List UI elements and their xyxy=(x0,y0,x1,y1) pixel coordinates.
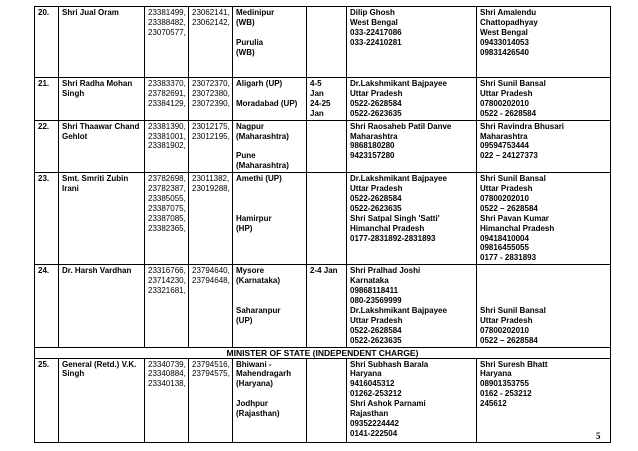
visit-dates: 4-5 Jan 24-25 Jan xyxy=(307,78,347,121)
constituency: Nagpur (Maharashtra) Pune (Maharashtra) xyxy=(233,120,307,173)
state-contact: Shri Suresh Bhatt Haryana 08901353755 0162 - 253212 245612 xyxy=(477,358,611,442)
minister-name: General (Retd.) V.K. Singh xyxy=(59,358,145,442)
host-contact: Shri Raosaheb Patil Danve Maharashtra 9868180280 9423157280 xyxy=(347,120,477,173)
phone-numbers-2: 23794516, 23794575, xyxy=(189,358,233,442)
table-row xyxy=(35,120,611,173)
serial-number: 23. xyxy=(35,173,59,265)
table-row xyxy=(35,78,611,121)
constituency: Aligarh (UP) Moradabad (UP) xyxy=(233,78,307,121)
phone-numbers-2: 23011382, 23019288, xyxy=(189,173,233,265)
host-contact: Dr.Lakshmikant Bajpayee Uttar Pradesh 0522-2628584 0522-2623635 xyxy=(347,78,477,121)
host-contact: Shri Pralhad Joshi Karnataka 09868118411 080-23569999 Dr.Lakshmikant Bajpayee Uttar Pradesh 0522-2628584 0522-2623635 xyxy=(347,265,477,347)
ministers-contact-table xyxy=(34,6,611,443)
serial-number: 20. xyxy=(35,7,59,78)
table-row xyxy=(35,7,611,78)
visit-dates xyxy=(307,120,347,173)
state-contact: Shri Sunil Bansal Uttar Pradesh 07800202010 0522 - 2628584 xyxy=(477,78,611,121)
phone-numbers-1: 23381499, 23388482, 23070577, xyxy=(145,7,189,78)
phone-numbers-2: 23062141, 23062142, xyxy=(189,7,233,78)
phone-numbers-2: 23012175, 23012195, xyxy=(189,120,233,173)
phone-numbers-1: 23316766, 23714230, 23321681, xyxy=(145,265,189,347)
minister-name: Dr. Harsh Vardhan xyxy=(59,265,145,347)
page-number: 5 xyxy=(596,431,601,441)
state-contact: Shri Ravindra Bhusari Maharashtra 09594753444 022 – 24127373 xyxy=(477,120,611,173)
table-row xyxy=(35,265,611,347)
constituency: Amethi (UP) Hamirpur (HP) xyxy=(233,173,307,265)
state-contact: Shri Sunil Bansal Uttar Pradesh 07800202010 0522 – 2628584 xyxy=(477,265,611,347)
minister-name: Shri Thaawar Chand Gehlot xyxy=(59,120,145,173)
phone-numbers-1: 23782698, 23782387, 23385055, 23387075, 23387085, 23382365, xyxy=(145,173,189,265)
serial-number: 22. xyxy=(35,120,59,173)
table-row xyxy=(35,173,611,265)
serial-number: 25. xyxy=(35,358,59,442)
serial-number: 24. xyxy=(35,265,59,347)
visit-dates xyxy=(307,7,347,78)
constituency: Mysore (Karnataka) Saharanpur (UP) xyxy=(233,265,307,347)
minister-name: Shri Radha Mohan Singh xyxy=(59,78,145,121)
host-contact: Dr.Lakshmikant Bajpayee Uttar Pradesh 0522-2628584 0522-2623635 Shri Satpal Singh 'Satti' Himanchal Pradesh 0177-2831892-2831893 xyxy=(347,173,477,265)
table-row xyxy=(35,358,611,442)
minister-name: Shri Jual Oram xyxy=(59,7,145,78)
host-contact: Shri Subhash Barala Haryana 9416045312 01262-253212 Shri Ashok Parnami Rajasthan 09352224442 0141-222504 xyxy=(347,358,477,442)
visit-dates xyxy=(307,173,347,265)
phone-numbers-1: 23340739, 23340884, 23340138, xyxy=(145,358,189,442)
section-heading-row xyxy=(35,347,611,358)
state-contact: Shri Sunil Bansal Uttar Pradesh 07800202010 0522 – 2628584 Shri Pavan Kumar Himanchal Pradesh 09418410004 09816455055 0177 - 2831893 xyxy=(477,173,611,265)
visit-dates xyxy=(307,358,347,442)
state-contact: Shri Amalendu Chattopadhyay West Bengal 09433014053 09831426540 xyxy=(477,7,611,78)
constituency: Medinipur (WB) Purulia (WB) xyxy=(233,7,307,78)
phone-numbers-2: 23794640, 23794648, xyxy=(189,265,233,347)
phone-numbers-1: 23381390, 23381001, 23381902, xyxy=(145,120,189,173)
host-contact: Dilip Ghosh West Bengal 033-22417086 033-22410281 xyxy=(347,7,477,78)
visit-dates: 2-4 Jan xyxy=(307,265,347,347)
phone-numbers-1: 23383370, 23782691, 23384129, xyxy=(145,78,189,121)
minister-name: Smt. Smriti Zubin Irani xyxy=(59,173,145,265)
phone-numbers-2: 23072370, 23072380, 23072390, xyxy=(189,78,233,121)
section-heading: MINISTER OF STATE (INDEPENDENT CHARGE) xyxy=(35,347,611,358)
serial-number: 21. xyxy=(35,78,59,121)
constituency: Bhiwani - Mahendragarh (Haryana) Jodhpur (Rajasthan) xyxy=(233,358,307,442)
